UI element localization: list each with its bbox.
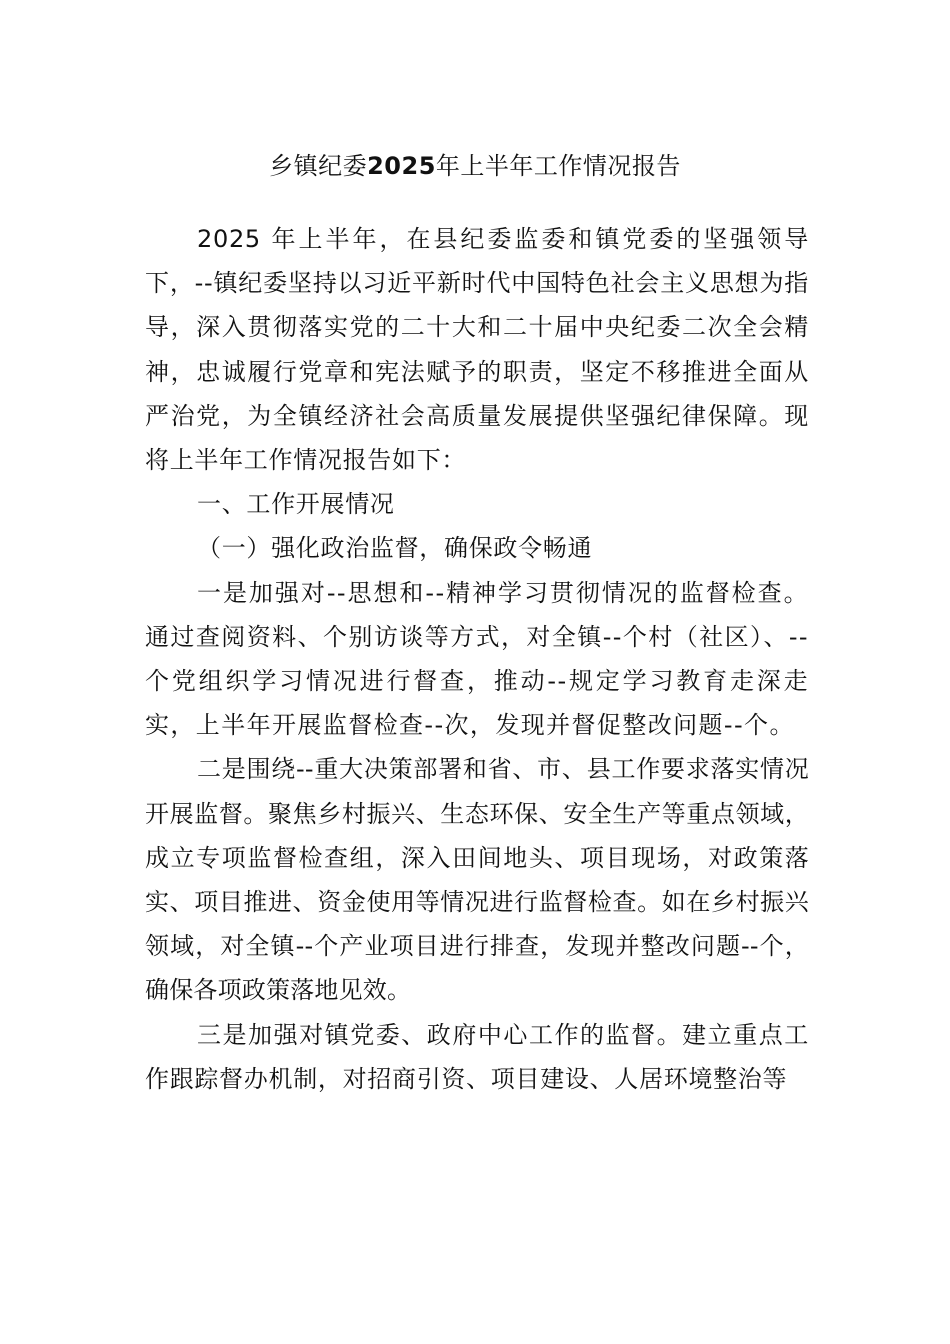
title-year: 2025 — [367, 152, 436, 180]
body-paragraph: 二是围绕--重大决策部署和省、市、县工作要求落实情况开展监督。聚焦乡村振兴、生态环保、安全生产等重点领域，成立专项监督检查组，深入田间地头、项目现场，对政策落实、项目推进、资金使用等情况进行监督检查。如在乡村振兴领域，对全镇--个产业项目进行排查，发现并整改问题--个，确保各项政策落地见效。 — [145, 755, 809, 1005]
document-body — [145, 217, 809, 1101]
body-paragraph: 一是加强对--思想和--精神学习贯彻情况的监督检查。通过查阅资料、个别访谈等方式，对全镇--个村（社区）、--个党组织学习情况进行督查，推动--规定学习教育走深走实，上半年开展监督检查--次，发现并督促整改问题--个。 — [145, 578, 809, 740]
subsection-heading: （一）强化政治监督，确保政令畅通 — [197, 534, 593, 563]
body-paragraph: 三是加强对镇党委、政府中心工作的监督。建立重点工作跟踪督办机制，对招商引资、项目建设、人居环境整治等 — [145, 1020, 809, 1093]
section-heading: 一、工作开展情况 — [197, 490, 395, 519]
title-prefix: 乡镇纪委 — [269, 152, 368, 180]
title-suffix: 年上半年工作情况报告 — [435, 152, 681, 180]
intro-paragraph: 2025 年上半年，在县纪委监委和镇党委的坚强领导下，--镇纪委坚持以习近平新时代中国特色社会主义思想为指导，深入贯彻落实党的二十大和二十届中央纪委二次全会精神，忠诚履行党章和宪法赋予的职责，坚定不移推进全面从严治党，为全镇经济社会高质量发展提供坚强纪律保障。现将上半年工作情况报告如下： — [145, 225, 809, 475]
document-title — [145, 146, 805, 186]
